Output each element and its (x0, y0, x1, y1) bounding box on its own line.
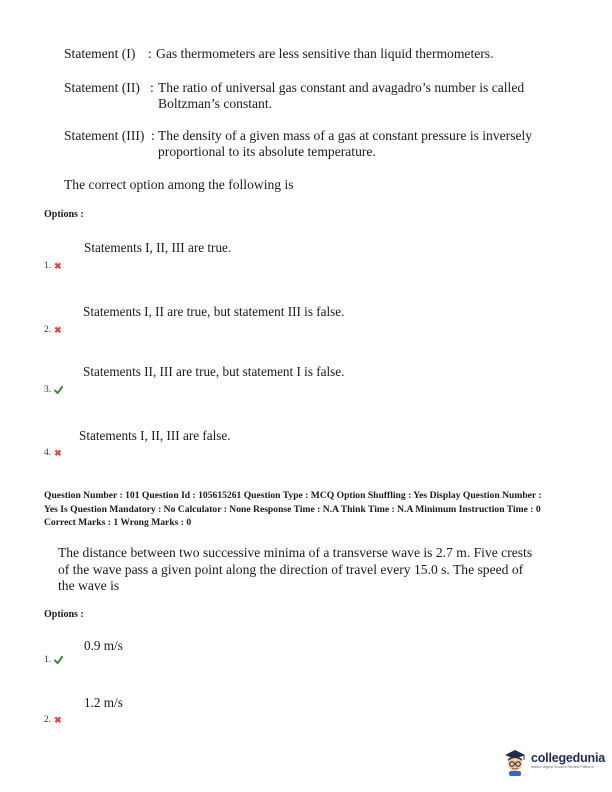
q2-option-2-marker (44, 715, 62, 725)
question-2-line-3: the wave is (58, 578, 120, 593)
q2-option-2-number: 2. (44, 715, 52, 725)
statement-2-sep: : (150, 80, 154, 95)
q2-option-2-text: 1.2 m/s (84, 695, 123, 710)
question-2-line-1: The distance between two successive minima of a transverse wave is 2.7 m. Five crests (58, 545, 533, 560)
statement-2-text-line1: The ratio of universal gas constant and avagadro’s number is called (158, 80, 525, 95)
logo-tagline: India's largest Student Review Platform (531, 765, 594, 769)
statement-2 (64, 80, 584, 114)
question-meta (44, 489, 542, 530)
question-meta-line-1: Question Number : 101 Question Id : 105615261 Question Type : MCQ Option Shuffling : Yes Display Question Number : (44, 490, 542, 501)
statement-1-sep: : (148, 46, 152, 61)
mascot-icon (502, 748, 528, 776)
q1-option-2-marker (44, 325, 62, 335)
question-meta-line-2: Yes Is Question Mandatory : No Calculator : None Response Time : N.A Think Time : N.A Minimum Instruction Time : 0 (44, 503, 541, 515)
statement-2-label: Statement (II) (64, 80, 140, 95)
q2-option-1-marker (44, 655, 63, 665)
question-2-line-2: of the wave pass a given point along the direction of travel every 15.0 s. The speed of (58, 561, 524, 577)
q1-option-1-number: 1. (44, 261, 52, 271)
statement-2-text-line2: Boltzman’s constant. (158, 96, 273, 111)
check-icon (54, 656, 63, 664)
cross-icon: ✖ (54, 714, 62, 725)
cross-icon: ✖ (54, 324, 62, 335)
collegedunia-logo (502, 748, 605, 776)
cross-icon: ✖ (54, 260, 62, 271)
options-heading-1: Options : (44, 209, 84, 220)
statement-3 (64, 128, 584, 162)
q1-option-4-text: Statements I, II, III are false. (79, 428, 231, 443)
q1-option-1-marker (44, 261, 62, 271)
q1-option-4-number: 4. (44, 448, 52, 458)
q1-option-4-marker (44, 448, 62, 458)
statement-3-text-line1: The density of a given mass of a gas at constant pressure is inversely (158, 128, 533, 143)
statement-3-text-line2: proportional to its absolute temperature. (158, 144, 376, 159)
q1-option-3-number: 3. (44, 385, 52, 395)
question-meta-line-3: Correct Marks : 1 Wrong Marks : 0 (44, 517, 192, 528)
options-heading-2: Options : (44, 609, 84, 620)
statement-3-label: Statement (III) (64, 128, 145, 143)
q1-option-3-marker (44, 385, 63, 395)
q1-option-2-text: Statements I, II are true, but statement III is false. (83, 304, 345, 319)
q2-option-1-number: 1. (44, 655, 52, 665)
check-icon (54, 386, 63, 394)
q1-option-1-text: Statements I, II, III are true. (84, 240, 232, 255)
statement-1-text: Gas thermometers are less sensitive than liquid thermometers. (156, 46, 494, 61)
q1-option-2-number: 2. (44, 325, 52, 335)
logo-name: collegedunia (531, 751, 606, 765)
q1-option-3-text: Statements II, III are true, but statement I is false. (83, 364, 345, 379)
statement-3-sep: : (151, 128, 155, 143)
question-2-text (58, 545, 558, 595)
statement-1 (64, 46, 584, 64)
statement-1-label: Statement (I) (64, 46, 136, 61)
cross-icon: ✖ (54, 447, 62, 458)
q2-option-1-text: 0.9 m/s (84, 638, 123, 653)
question-prompt: The correct option among the following is (64, 177, 294, 192)
